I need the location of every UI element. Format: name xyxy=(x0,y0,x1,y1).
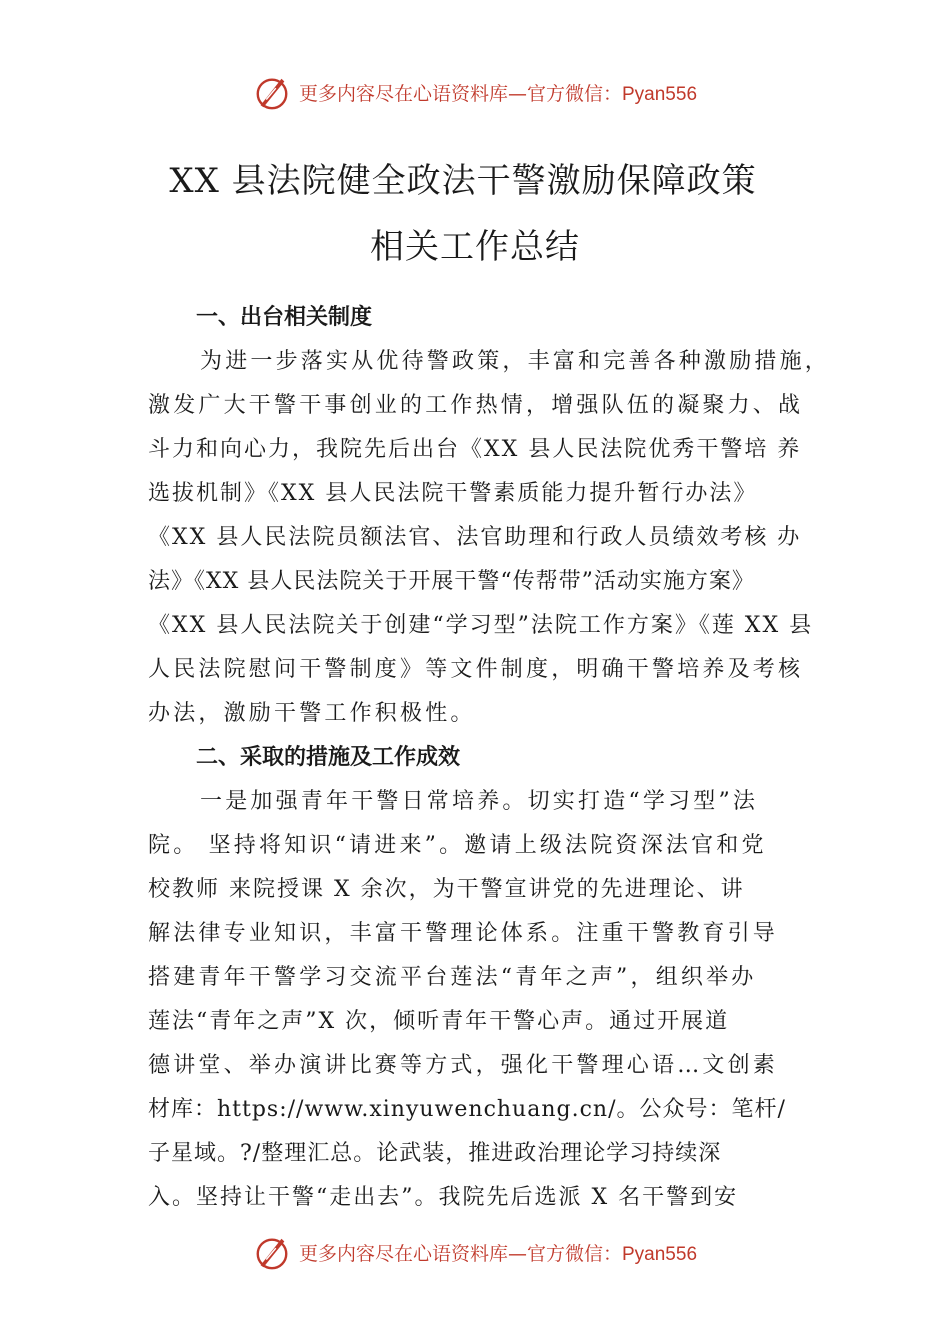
paragraph-line: 子星域。?/整理汇总。论武装，推进政治理论学习持续深 xyxy=(148,1141,722,1166)
wechat-id: Pyan556 xyxy=(622,83,698,105)
section-heading: 一、出台相关制度 xyxy=(196,305,373,330)
paragraph-line: 材库：https://www.xinyuwenchuang.cn/。公众号：笔杆/ xyxy=(148,1097,786,1122)
paragraph-line: 为进一步落实从优待警政策，丰富和完善各种激励措施， xyxy=(200,349,831,374)
paragraph-line: 《XX 县人民法院关于创建“学习型”法院工作方案》《莲 XX 县 xyxy=(148,613,814,638)
paragraph-line: 《XX 县人民法院员额法官、法官助理和行政人员绩效考核 办 xyxy=(148,525,802,550)
document-title-line1: XX 县法院健全政法干警激励保障政策 xyxy=(169,160,757,201)
quill-logo-icon xyxy=(253,73,291,111)
banner-text: 更多内容尽在心语资料库—官方微信：Pyan556 xyxy=(298,82,698,105)
paragraph-line: 一是加强青年干警日常培养。切实打造“学习型”法 xyxy=(200,789,759,814)
footer-banner xyxy=(0,1230,950,1274)
quill-logo-icon xyxy=(253,1233,291,1271)
paragraph-line: 选拔机制》《XX 县人民法院干警素质能力提升暂行办法》 xyxy=(148,481,758,506)
section-heading: 二、采取的措施及工作成效 xyxy=(196,745,461,770)
paragraph-line: 德讲堂、举办演讲比赛等方式，强化干警理心语…文创素 xyxy=(148,1053,779,1078)
paragraph-line: 解法律专业知识，丰富干警理论体系。注重干警教育引导 xyxy=(148,921,779,946)
header-banner xyxy=(0,70,950,114)
paragraph-line: 办法，激励干警工作积极性。 xyxy=(148,701,476,726)
paragraph-line: 人民法院慰问干警制度》等文件制度，明确干警培养及考核 xyxy=(148,657,804,682)
document-title-line2: 相关工作总结 xyxy=(370,226,580,267)
paragraph-line: 搭建青年干警学习交流平台莲法“青年之声”，组织举办 xyxy=(148,965,757,990)
paragraph-line: 法》《XX 县人民法院关于开展干警“传帮带”活动实施方案》 xyxy=(148,569,755,594)
paragraph-line: 斗力和向心力，我院先后出台《XX 县人民法院优秀干警培 养 xyxy=(148,437,802,462)
document-body xyxy=(148,296,831,1220)
banner-text: 更多内容尽在心语资料库—官方微信：Pyan556 xyxy=(298,1242,698,1265)
paragraph-line: 激发广大干警干事创业的工作热情，增强队伍的凝聚力、战 xyxy=(148,393,804,418)
paragraph-line: 莲法“青年之声”X 次，倾听青年干警心声。通过开展道 xyxy=(148,1009,730,1034)
paragraph-line: 入。坚持让干警“走出去”。我院先后选派 X 名干警到安 xyxy=(148,1185,739,1210)
wechat-id: Pyan556 xyxy=(622,1243,698,1265)
paragraph-line: 校教师 来院授课 X 余次，为干警宣讲党的先进理论、讲 xyxy=(148,877,745,902)
paragraph-line: 院。 坚持将知识“请进来”。邀请上级法院资深法官和党 xyxy=(148,833,767,858)
